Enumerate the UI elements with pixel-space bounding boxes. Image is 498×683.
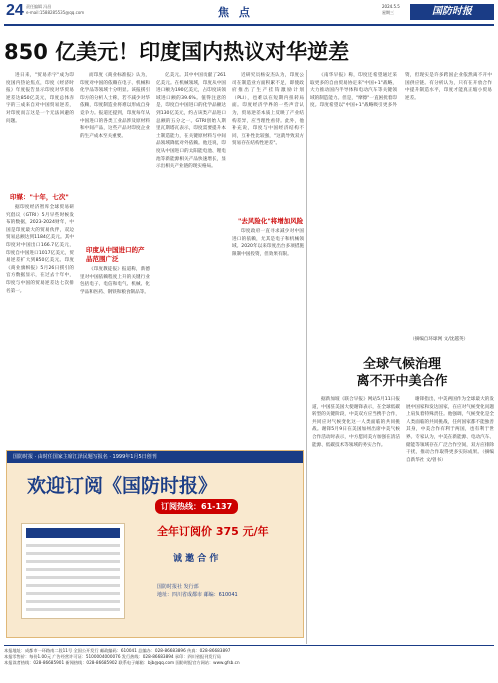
page-header — [0, 0, 498, 24]
ad-cooperation: 诚 邀 合 作 — [173, 554, 219, 564]
ad-contact — [157, 583, 238, 599]
article-source: （摘编自环球网 文/沈越英） — [410, 337, 469, 342]
footer-line2: 本报零售价：每份1.00元 广告经营许可证：5100004000076 发行热线：028-86683894 承印：四川省报刊发行局 — [4, 654, 221, 660]
article-col1-body: 据印度经济智库全球贸易研究倡议（GTRI）5月早些时候发布的数据，2023-2024财年，中国是印度最大的贸易伙伴，双边贸易总额达到1184亿美元。其中印度对中国出口166.7亿美元，印度自中国进口1017亿美元，贸易逆差扩大到850亿美元。印度《商业旗帜报》5月26日援引的官方数据显示，在过去十年中，印度与中国的贸易逆差达七次排名第一。 — [6, 205, 74, 294]
climate-article-col1: 据新加坡《联合早报》网站5月11日报道，中国驻美国大使谢锋表示，在全球低碳转型的关键阶段，中美双方应当携手合作，共同应对气候变化这一人类面临的共同挑战。谢锋5月9日在美国加州出席中美气候合作活动时表示，中方愿同美方加强在清洁能源、低碳技术等领域的务实合作。 — [312, 397, 400, 448]
subheading-1: 印媒："十年，七次" — [10, 193, 69, 201]
footer-line3: 本报读者热线：028-86685901 新闻热线：028-86685902 联系电子邮箱：bjb@qq.com 国防时报官方网站：www.gfsb.cn — [4, 660, 240, 666]
weekday-line: 星期三 — [382, 10, 394, 15]
ad-banner-line: 国防时报 · 由时任国家主席江泽民题写报名 · 1999年1月5日创刊 — [7, 451, 303, 463]
ad-price: 全年订阅价 375 元/年 — [157, 525, 269, 538]
subheading-3: "去风险化"将增加风险 — [238, 217, 304, 225]
secondary-headline-line — [312, 356, 492, 390]
ad-foot-line1: 国防时报社 发行部 — [157, 584, 199, 590]
subscription-ad — [6, 450, 304, 638]
issue-date — [382, 4, 400, 16]
section-title: 焦 点 — [218, 6, 253, 19]
secondary-headline-text: 全球气候治理 — [362, 357, 441, 372]
secondary-headline — [312, 356, 492, 390]
article-col2-tail: 《印度教徒报》报道称，新德里对中国依赖程度上升的关键行业包括电子、电信和电气、机械、化学品和医药、钢铁和粮食制品等。 — [80, 267, 150, 295]
column-divider — [306, 70, 307, 644]
date-line: 2024.5.5 — [382, 4, 400, 9]
main-headline: 850 亿美元！印度国内热议对华逆差 — [4, 40, 350, 64]
article-col3-body: 亿美元。其中中国贡献了261亿美元。在机械领域，印度从中国进口额为190亿美元，占印度该领域进口额的39.6%。值得注意的是，印度自中国进口的化学品额达到130亿美元，约占该类产品进口总额的五分之一。GTRI创始人斯里瓦斯塔瓦表示，印度需要提升本土制造能力，在关键原材料与中间品领域降低对外依赖。他还说，印度从中国进口的太阳能电池、锂电池等新能源相关产品快速增长，显示出相关产业链的现实格局。 — [156, 73, 226, 170]
page-number: 24 — [6, 2, 24, 19]
email-line: e-mail:1588285535@qq.com — [26, 10, 85, 15]
newspaper-thumbnail-icon — [21, 523, 125, 619]
subheading-2: 印度从中国进口的产品范围广泛 — [86, 246, 145, 263]
secondary-headline-text: 离不开中美合作 — [356, 374, 448, 389]
ad-foot-line2: 地址：四川省成都市 邮编：610041 — [157, 592, 238, 598]
article-col4-tail: 印度政府一直寻求减少对中国进口的依赖，尤其是电子和机械领域。2020年以来印度出台多项措施限制中国投资，但效果有限。 — [232, 229, 304, 257]
editor-line: 责任编辑 冯昌 — [26, 4, 52, 9]
ad-phone: 订阅热线：61-137 — [155, 499, 238, 514]
article-col5-body: 《南华早报》称，印度还希望通过采取更多的自由贸易协定来"中国+1"战略，大力推动国内半导体和电动汽车等关键领域的制造能力。但是，"摩擦"一直困扰着印度。印度希望以"中国+1"战略吸引更多外资，但现实是许多跨国企业依然离不开中国供应链。有分析认为，只有在开放合作中提升制造水平，印度才能真正缩小贸易逆差。 — [310, 73, 492, 109]
page-footer — [4, 645, 494, 667]
footer-line1: 本报地址：成都市一环路南二段11号 全国公开发行 邮政编码：610041 总编办：028-86683896 传真：028-86683897 — [4, 648, 231, 653]
editor-info — [26, 4, 84, 16]
article-col4-body: 近研究员杨安杰认为，印度公司在制造业方面积累不足，即使政府推出了生产挂钩激励计划（PLI），也难以在短期内扭转局面。印度经济学界的一些声音认为，贸易逆差本质上反映了产业结构差异，应当理性看待。此外，他补充说，印度与中国经济结构不同，互补性比较强，"这就导致双方贸易存在结构性逆差"。 — [232, 73, 304, 147]
article-col2-body: 而印度《商业标准报》认为，印度对中国的依赖在电子、机械和化学品等领域十分明显。该报援引印方的分析人士称，若不减少对华依赖，印度制造业将难以形成自身竞争力。报道还提到，印度每年从中国进口的各类工业品涉及原材料和中间产品，这些产品对印度企业的生产成本至关重要。 — [80, 73, 150, 139]
header-rule — [4, 24, 494, 26]
climate-article-col2: 谢锋指出，中美两国作为全球最大的发展中国家和发达国家，在应对气候变化问题上肩负着特殊责任。他强调，气候变化是全人类面临的共同挑战，任何国家都不能独善其身，中美合作有利于两国，也有利于世界。专家认为，中美在新能源、电动汽车、储能等领域存在广泛合作空间，双方应排除干扰，推动合作取得更多实际成果。（摘编自新华社 文/曾书） — [406, 397, 494, 463]
article-intro: 进日来，"贸易赤字"成为印度国内热论焦点，印度《经济时报》年度报告显示印度对华贸易逆差达850亿美元，印度总体赤字的三成来自对中国贸易逆差，对印度而言这是一个无法回避的问题。 — [6, 73, 74, 124]
ad-title: 欢迎订阅《国防时报》 — [27, 475, 218, 497]
newspaper-logo: 国防时报 — [410, 4, 494, 20]
